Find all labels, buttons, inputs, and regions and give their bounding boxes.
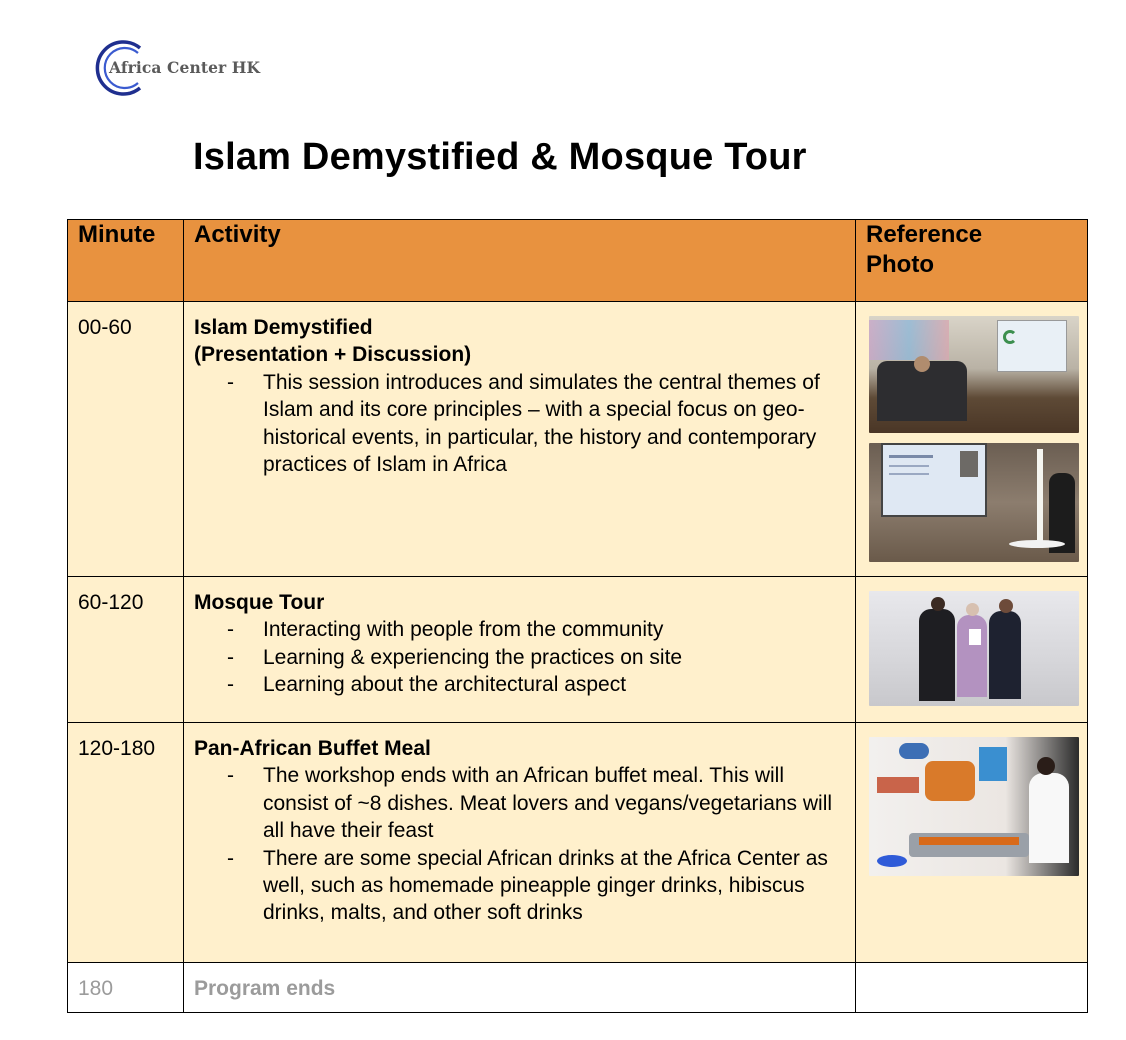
activity-title: Islam Demystified [194, 316, 373, 339]
buffet-meal-photo [869, 737, 1079, 876]
table-row [68, 577, 1088, 723]
activity-bullets [194, 369, 845, 479]
activity-cell [184, 577, 856, 723]
table-header-row [68, 220, 1088, 302]
presentation-islam-slide-photo [869, 316, 1079, 433]
holy-book-quran-slide-photo [869, 443, 1079, 562]
activity-cell [184, 302, 856, 577]
table-row [68, 723, 1088, 963]
activity-title: Pan-African Buffet Meal [194, 737, 431, 760]
minute-cell: 180 [68, 963, 184, 1013]
bullet-item: - Interacting with people from the community [227, 618, 664, 642]
africa-center-logo [92, 38, 292, 100]
column-header-reference-photo: Reference Photo [856, 220, 1088, 302]
photo-cell [856, 302, 1088, 577]
bullet-item: - Learning & experiencing the practices on site [227, 645, 683, 669]
activity-title: Mosque Tour [194, 591, 325, 614]
minute-cell: 120-180 [68, 723, 184, 963]
activity-bullets [194, 616, 845, 698]
activity-title: Program ends [194, 977, 336, 1000]
minute-cell: 00-60 [68, 302, 184, 577]
logo-text: Africa Center HK [109, 58, 261, 77]
photo-cell [856, 577, 1088, 723]
table-row [68, 302, 1088, 577]
column-header-activity: Activity [184, 220, 856, 302]
activity-cell [184, 723, 856, 963]
photo-cell [856, 723, 1088, 963]
photo-cell-empty [856, 963, 1088, 1013]
activity-subtitle: (Presentation + Discussion) [194, 343, 472, 367]
bullet-item: - Learning about the architectural aspect [227, 673, 627, 697]
minute-cell: 60-120 [68, 577, 184, 723]
column-header-minute: Minute [68, 220, 184, 302]
table-row [68, 963, 1088, 1013]
bullet-item: - The workshop ends with an African buffet meal. This will consist of ~8 dishes. Meat lovers and vegans/vegetarians will all have their feast [227, 764, 833, 843]
document-title: Islam Demystified & Mosque Tour [193, 136, 807, 178]
activity-cell [184, 963, 856, 1013]
activity-bullets [194, 762, 845, 926]
schedule-table [67, 219, 1088, 1013]
bullet-item: - There are some special African drinks at the Africa Center as well, such as homemade pineapple ginger drinks, hibiscus drinks, malts, and other soft drinks [227, 846, 828, 925]
bullet-item: - This session introduces and simulates the central themes of Islam and its core principles – with a special focus on geo-historical events, in particular, the history and contemporary practices of Islam in Africa [227, 370, 820, 477]
mosque-visit-photo [869, 591, 1079, 706]
